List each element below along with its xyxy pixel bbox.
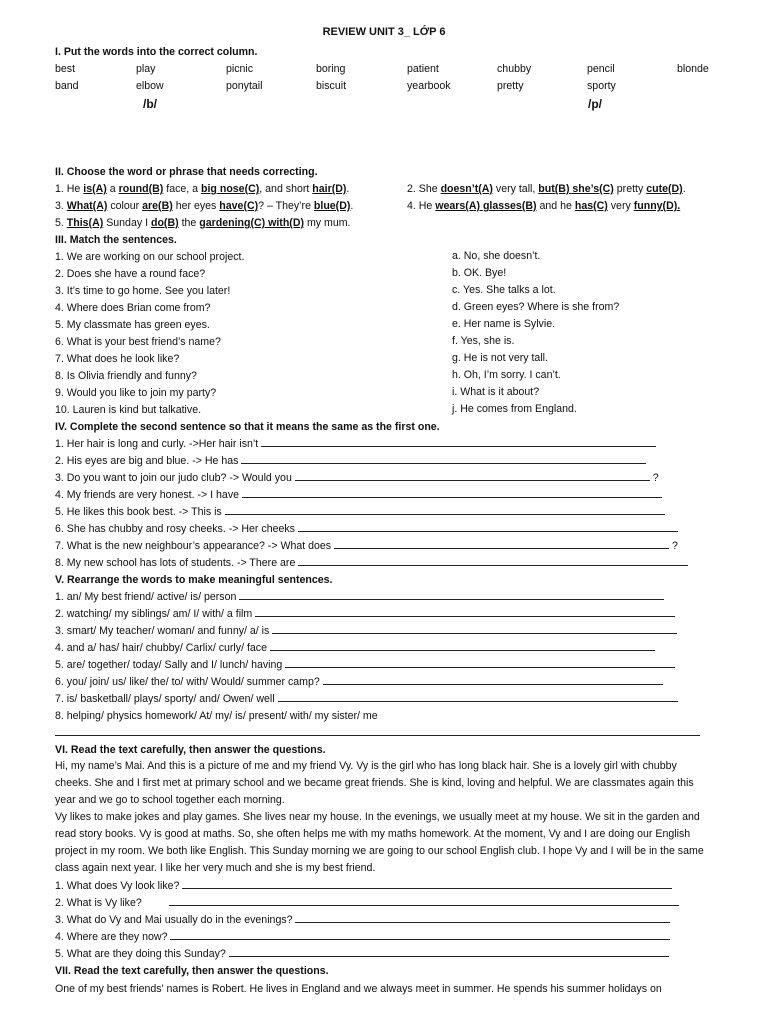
match-left-item: 10. Lauren is kind but talkative. [55,404,202,416]
word-item: chubby [497,63,532,75]
section-1-heading: I. Put the words into the correct column. [55,46,258,58]
reading-passage-3: One of my best friends' names is Robert. He lives in England and we always meet in summer. He spends his summer holidays on [55,983,662,995]
answer-blank[interactable] [55,726,700,736]
match-left-item: 8. Is Olivia friendly and funny? [55,370,197,382]
match-right-item: c. Yes. She talks a lot. [452,284,556,296]
answer-blank[interactable] [225,505,665,515]
match-right-item: b. OK. Bye! [452,267,507,279]
match-right-item: d. Green eyes? Where is she from? [452,301,620,313]
word-item: pencil [587,63,615,75]
reading-question: 1. What does Vy look like? [55,879,672,893]
word-item: play [136,63,156,75]
answer-blank[interactable] [298,522,678,532]
word-item: pretty [497,80,524,92]
rearrange-item: 5. are/ together/ today/ Sally and I/ lunch/ having [55,658,675,672]
answer-blank[interactable] [278,692,678,702]
word-item: blonde [677,63,709,75]
answer-blank[interactable] [298,556,688,566]
section-6-heading: VI. Read the text carefully, then answer the questions. [55,744,326,756]
match-right-item: i. What is it about? [452,386,540,398]
rearrange-item: 8. helping/ physics homework/ At/ my/ is/ present/ with/ my sister/ me [55,710,378,722]
rearrange-item: 1. an/ My best friend/ active/ is/ person [55,590,664,604]
answer-blank[interactable] [229,947,669,957]
question-2-2: 2. She doesn’t(A) very tall, but(B) she’s(C) pretty cute(D). [407,183,686,195]
match-right-item: h. Oh, I’m sorry. I can’t. [452,369,561,381]
rearrange-item [55,726,700,740]
answer-blank[interactable] [272,624,677,634]
reading-question: 5. What are they doing this Sunday? [55,947,669,961]
word-item: best [55,63,76,75]
answer-blank[interactable] [241,454,646,464]
rearrange-item: 4. and a/ has/ hair/ chubby/ Carlix/ curly/ face [55,641,655,655]
section-4-heading: IV. Complete the second sentence so that it means the same as the first one. [55,421,440,433]
reading-question: 4. Where are they now? [55,930,670,944]
answer-blank[interactable] [285,658,675,668]
rewrite-item: 3. Do you want to join our judo club? -> Would you ? [55,472,659,484]
answer-blank[interactable] [239,590,664,600]
column-b-label: /b/ [143,97,157,111]
answer-blank[interactable] [182,879,672,889]
word-item: biscuit [316,80,347,92]
rewrite-item: 6. She has chubby and rosy cheeks. -> Her cheeks [55,522,678,536]
column-p-label: /p/ [588,97,602,111]
answer-blank[interactable] [323,675,663,685]
match-left-item: 2. Does she have a round face? [55,268,206,280]
question-2-5: 5. This(A) Sunday I do(B) the gardening(C) with(D) my mum. [55,217,351,229]
match-left-item: 3. It’s time to go home. See you later! [55,285,231,297]
match-left-item: 7. What does he look like? [55,353,180,365]
question-2-1: 1. He is(A) a round(B) face, a big nose(C), and short hair(D). [55,183,350,195]
word-item: band [55,80,79,92]
section-3-heading: III. Match the sentences. [55,234,177,246]
word-item: elbow [136,80,164,92]
answer-blank[interactable] [242,488,662,498]
answer-blank[interactable] [334,539,669,549]
rewrite-item: 7. What is the new neighbour’s appearance? -> What does ? [55,540,678,552]
rearrange-item: 6. you/ join/ us/ like/ the/ to/ with/ Would/ summer camp? [55,675,663,689]
match-left-item: 5. My classmate has green eyes. [55,319,210,331]
word-item: yearbook [407,80,451,92]
word-item: patient [407,63,439,75]
answer-blank[interactable] [270,641,655,651]
word-item: sporty [587,80,616,92]
answer-blank[interactable] [295,471,650,481]
match-right-item: j. He comes from England. [452,403,577,415]
answer-blank[interactable] [170,930,670,940]
match-right-item: g. He is not very tall. [452,352,548,364]
word-item: boring [316,63,346,75]
question-2-3: 3. What(A) colour are(B) her eyes have(C)? – They’re blue(D). [55,200,354,212]
answer-blank[interactable] [261,437,656,447]
rewrite-item: 8. My new school has lots of students. -> There are [55,556,688,570]
section-2-heading: II. Choose the word or phrase that needs correcting. [55,166,318,178]
rewrite-item: 1. Her hair is long and curly. ->Her hair isn’t [55,437,656,451]
match-left-item: 4. Where does Brian come from? [55,302,211,314]
match-right-item: a. No, she doesn’t. [452,250,541,262]
reading-question: 2. What is Vy like? [55,896,679,910]
rewrite-item: 4. My friends are very honest. -> I have [55,488,662,502]
match-left-item: 9. Would you like to join my party? [55,387,217,399]
word-item: ponytail [226,80,263,92]
answer-blank[interactable] [295,913,670,923]
rearrange-item: 7. is/ basketball/ plays/ sporty/ and/ Owen/ well [55,692,678,706]
match-right-item: f. Yes, she is. [452,335,515,347]
worksheet-title: REVIEW UNIT 3_ LỚP 6 [322,26,446,38]
rearrange-item: 2. watching/ my siblings/ am/ I/ with/ a film [55,607,675,621]
rewrite-item: 5. He likes this book best. -> This is [55,505,665,519]
reading-passage-1: Hi, my name’s Mai. And this is a picture of me and my friend Vy. Vy is the girl who has long black hair. She is a lovely girl with chubby cheeks. She and I first met at primary school and we became great friends. She is kind, loving and helpful. We are classmates again this year and we go to school together each morning. [55,760,694,806]
answer-blank[interactable] [255,607,675,617]
answer-blank[interactable] [169,896,679,906]
reading-passage-2: Vy likes to make jokes and play games. She lives near my house. In the evenings, we usually meet at my house. We sit in the garden and read story books. Vy is good at maths. So, she often helps me with my maths homework. At the moment, Vy and I are doing our English project in my room. We both like English. This Sunday morning we are going to our school English club. I hope Vy and I will be in the same class again next year. I like her very much and she is my best friend. [55,811,704,874]
match-right-item: e. Her name is Sylvie. [452,318,556,330]
question-2-4: 4. He wears(A) glasses(B) and he has(C) very funny(D). [407,200,681,212]
rewrite-item: 2. His eyes are big and blue. -> He has [55,454,646,468]
reading-question: 3. What do Vy and Mai usually do in the evenings? [55,913,670,927]
word-item: picnic [226,63,254,75]
match-left-item: 6. What is your best friend’s name? [55,336,221,348]
section-7-heading: VII. Read the text carefully, then answer the questions. [55,965,329,977]
rearrange-item: 3. smart/ My teacher/ woman/ and funny/ a/ is [55,624,677,638]
match-left-item: 1. We are working on our school project. [55,251,245,263]
section-5-heading: V. Rearrange the words to make meaningful sentences. [55,574,333,586]
